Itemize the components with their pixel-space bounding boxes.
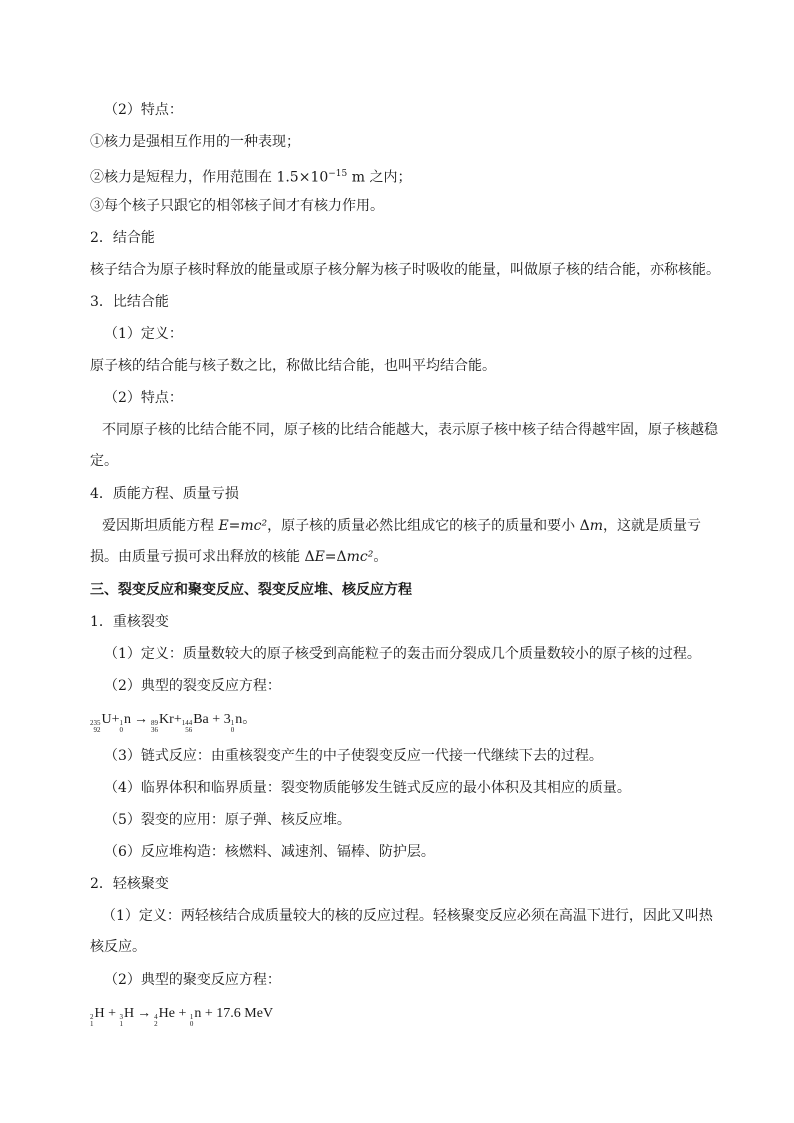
specific-binding-energy-definition: 原子核的结合能与核子数之比，称做比结合能，也叫平均结合能。 xyxy=(90,358,496,374)
reaction-arrow: → xyxy=(134,712,149,727)
binding-energy-definition: 核子结合为原子核时释放的能量或原子核分解为核子时吸收的能量，叫做原子核的结合能，亦称核能。 xyxy=(90,262,720,278)
exponent: −15 xyxy=(328,169,348,179)
chapter-heading-fission-fusion: 三、裂变反应和聚变反应、裂变反应堆、核反应方程 xyxy=(90,582,412,598)
feature-item-1: ①核力是强相互作用的一种表现； xyxy=(90,134,300,150)
chain-reaction: （3）链式反应：由重核裂变产生的中子使裂变反应一代接一代继续下去的过程。 xyxy=(104,748,603,764)
feature-item-3: ③每个核子只跟它的相邻核子间才有核力作用。 xyxy=(90,198,384,214)
section-mass-energy: 4．质能方程、质量亏损 xyxy=(90,486,239,502)
fusion-equation: 2 1 H + 3 1 H → 4 2 He + 1 0 n + 17.6 MeV xyxy=(90,1006,274,1028)
fission-definition: （1）定义：质量数较大的原子核受到高能粒子的轰击而分裂成几个质量数较小的原子核的过程。 xyxy=(104,646,701,662)
critical-volume: （4）临界体积和临界质量：裂变物质能够发生链式反应的最小体积及其相应的质量。 xyxy=(104,780,631,796)
section-light-fusion: 2．轻核聚变 xyxy=(90,876,169,892)
fission-equation-heading: （2）典型的裂变反应方程： xyxy=(104,678,281,694)
section-heavy-fission: 1．重核裂变 xyxy=(90,614,169,630)
section-specific-binding-energy: 3．比结合能 xyxy=(90,294,169,310)
nuclear-force-features-heading: （2）特点： xyxy=(104,102,183,118)
section-binding-energy: 2．结合能 xyxy=(90,230,155,246)
reaction-arrow: → xyxy=(137,1006,152,1021)
fission-application: （5）裂变的应用：原子弹、核反应堆。 xyxy=(104,812,351,828)
fusion-equation-heading: （2）典型的聚变反应方程： xyxy=(104,972,281,988)
definition-heading: （1）定义： xyxy=(104,326,183,342)
mass-energy-paragraph: 爱因斯坦质能方程 E=mc²，原子核的质量必然比组成它的核子的质量和要小 Δm，这就是质量亏损。由质量亏损可求出释放的核能 ΔE=Δmc²。 xyxy=(90,518,701,565)
features-heading: （2）特点： xyxy=(104,390,183,406)
feature-item-2: ②核力是短程力，作用范围在 $1.5\times 10^{-15}$ m 之内； xyxy=(90,169,412,186)
specific-binding-energy-features: 不同原子核的比结合能不同，原子核的比结合能越大，表示原子核中核子结合得越牢固，原子核越稳定。 xyxy=(90,422,718,469)
fission-equation: 235 92 U+ 1 0 n → 89 36 Kr+ 144 56 Ba + 3 1 0 n。 xyxy=(90,712,257,734)
reactor-structure: （6）反应堆构造：核燃料、减速剂、镉棒、防护层。 xyxy=(104,844,435,860)
u-nuclide-numbers: 235 92 xyxy=(90,719,101,734)
fusion-definition: （1）定义：两轻核结合成质量较大的核的反应过程。轻核聚变反应必须在高温下进行，因此又叫热核反应。 xyxy=(90,908,713,955)
